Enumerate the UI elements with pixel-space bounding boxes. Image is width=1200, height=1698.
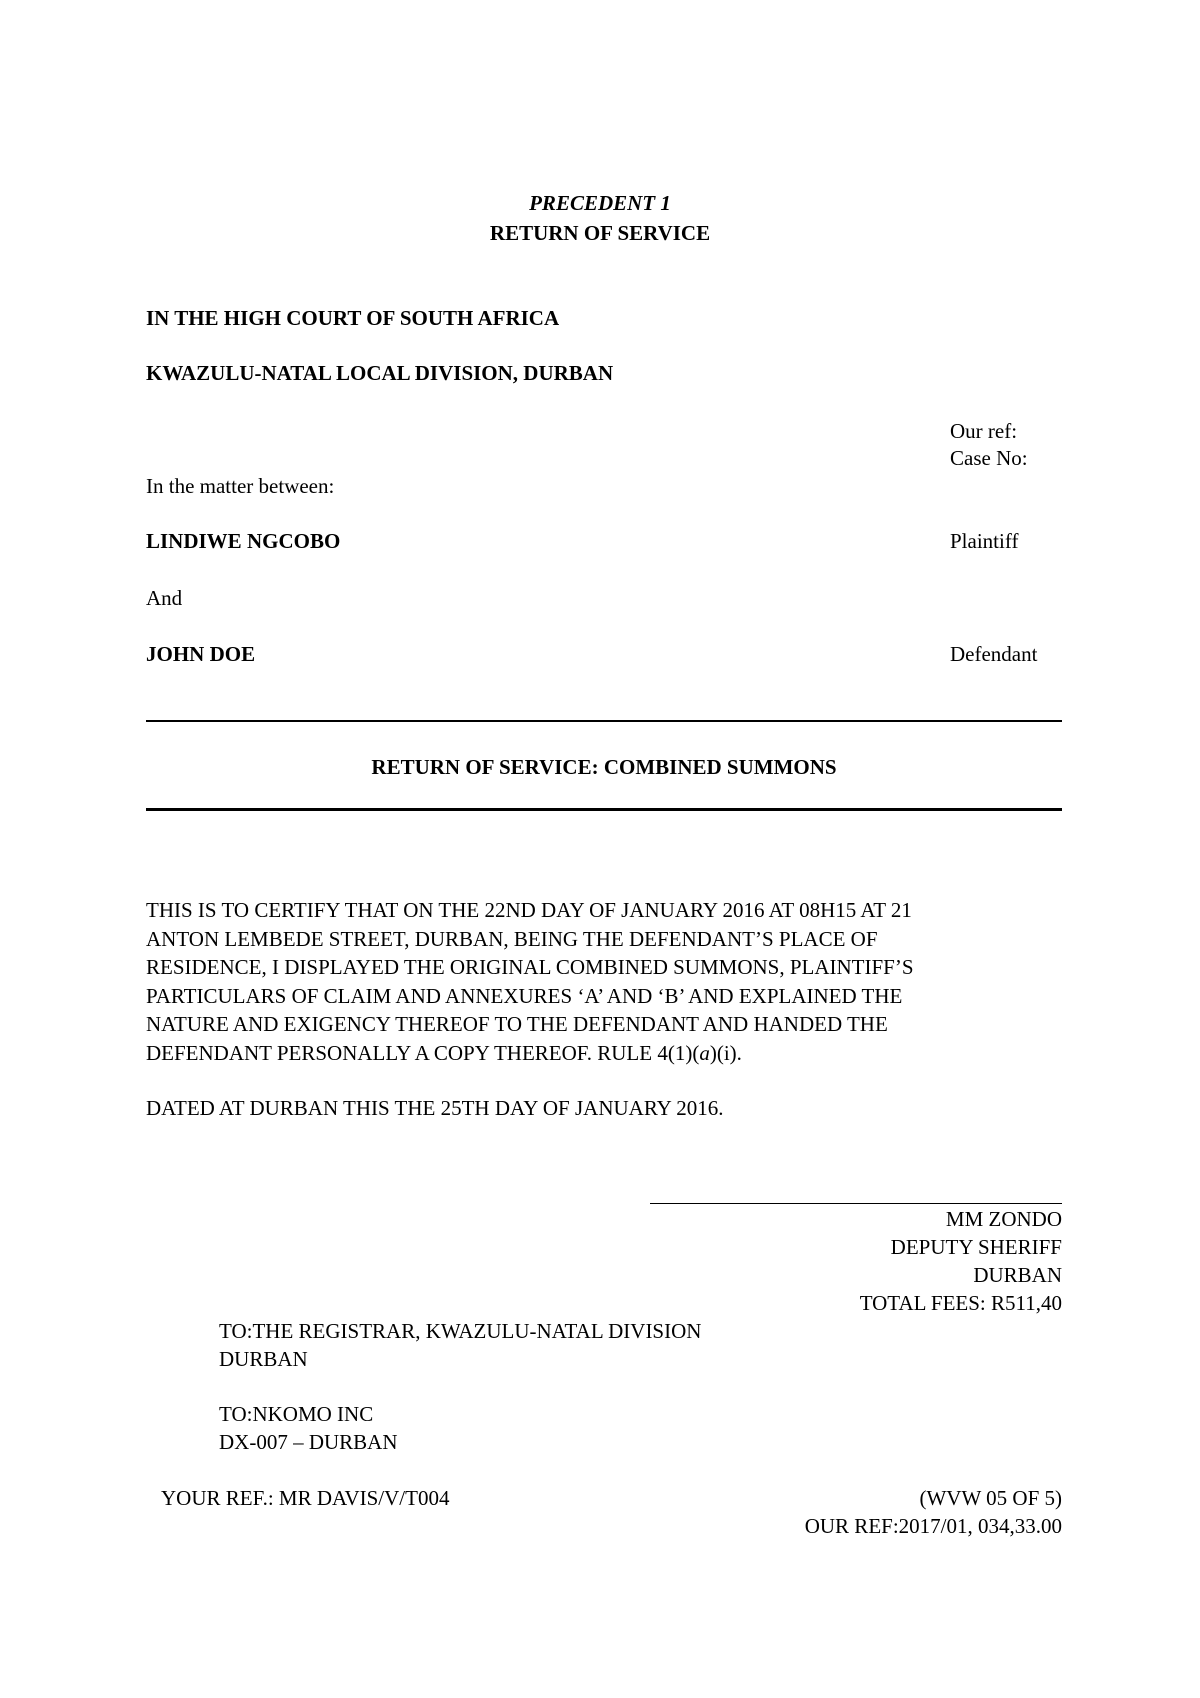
- court-division: KWAZULU-NATAL LOCAL DIVISION, DURBAN: [146, 361, 614, 385]
- certification-line: THIS IS TO CERTIFY THAT ON THE 22ND DAY OF JANUARY 2016 AT 08H15 AT 21: [146, 898, 912, 922]
- attorney-line-2: DX-007 – DURBAN: [219, 1430, 398, 1454]
- registrar-line-2: DURBAN: [219, 1347, 308, 1371]
- attorney-line-1: TO:NKOMO INC: [219, 1402, 374, 1426]
- signatory-place: DURBAN: [973, 1263, 1062, 1287]
- certification-line: ANTON LEMBEDE STREET, DURBAN, BEING THE DEFENDANT’S PLACE OF: [146, 926, 878, 951]
- total-fees: TOTAL FEES: R511,40: [859, 1291, 1062, 1315]
- rule-italic: a: [699, 1040, 710, 1065]
- your-ref: YOUR REF.: MR DAVIS/V/T004: [161, 1486, 450, 1510]
- our-ref-label: Our ref:: [950, 419, 1018, 443]
- registrar-line-1: TO:THE REGISTRAR, KWAZULU-NATAL DIVISION: [219, 1319, 702, 1343]
- conjunction: And: [146, 586, 183, 610]
- divider-thick: [146, 808, 1062, 811]
- certification-line: NATURE AND EXIGENCY THEREOF TO THE DEFENDANT AND HANDED THE: [146, 1012, 888, 1036]
- signatory-name: MM ZONDO: [945, 1207, 1062, 1231]
- page-title: RETURN OF SERVICE: [489, 221, 711, 245]
- page-info: (WVW 05 OF 5): [919, 1486, 1062, 1510]
- our-ref: OUR REF:2017/01, 034,33.00: [804, 1514, 1062, 1538]
- defendant-role: Defendant: [950, 642, 1038, 666]
- document-title: RETURN OF SERVICE: COMBINED SUMMONS: [371, 755, 837, 779]
- precedent-heading: PRECEDENT 1: [529, 191, 671, 215]
- dated-line: DATED AT DURBAN THIS THE 25TH DAY OF JANUARY 2016.: [146, 1096, 724, 1120]
- certification-line-last: [146, 1039, 1062, 1068]
- court-name: IN THE HIGH COURT OF SOUTH AFRICA: [146, 306, 560, 330]
- rule-prefix: DEFENDANT PERSONALLY A COPY THEREOF. RULE 4(1)(: [146, 1040, 700, 1065]
- plaintiff-role: Plaintiff: [950, 529, 1019, 553]
- case-no-label: Case No:: [950, 446, 1028, 470]
- certification-line: PARTICULARS OF CLAIM AND ANNEXURES ‘A’ AND ‘B’ AND EXPLAINED THE: [146, 983, 903, 1008]
- certification-paragraph: [146, 896, 1062, 1067]
- plaintiff-name: LINDIWE NGCOBO: [146, 529, 341, 553]
- signatory-title: DEPUTY SHERIFF: [890, 1235, 1062, 1259]
- signature-line: [650, 1203, 1062, 1204]
- matter-intro: In the matter between:: [146, 474, 335, 498]
- defendant-name: JOHN DOE: [146, 642, 256, 666]
- certification-line: RESIDENCE, I DISPLAYED THE ORIGINAL COMBINED SUMMONS, PLAINTIFF’S: [146, 955, 914, 979]
- rule-suffix: )(i).: [709, 1040, 742, 1065]
- divider-thin: [146, 720, 1062, 722]
